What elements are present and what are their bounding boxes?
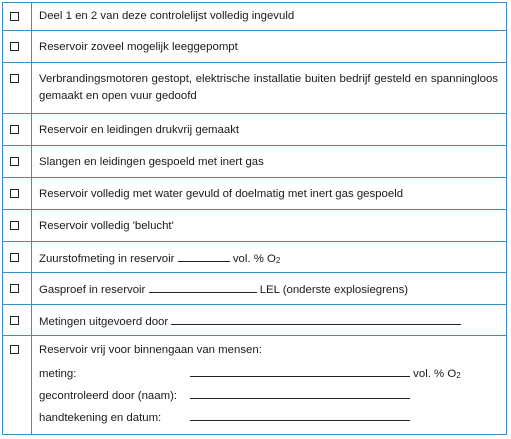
lel-value-field[interactable]: [149, 281, 257, 293]
checklist-row: [3, 273, 506, 305]
item-label: Deel 1 en 2 van deze controlelijst volledig ingevuld: [39, 10, 295, 22]
item-label: Gasproef in reservoir: [39, 284, 146, 296]
item-label: Reservoir vrij voor binnengaan van mensen:: [39, 344, 262, 356]
checklist-row: [3, 210, 506, 242]
checked-by-field[interactable]: [190, 387, 410, 399]
checklist-row: [3, 336, 506, 434]
unit-label: vol. % O: [232, 253, 276, 265]
checklist-row: [3, 242, 506, 273]
checkbox[interactable]: [10, 221, 19, 230]
item-label: Reservoir zoveel mogelijk leeggepompt: [39, 41, 238, 53]
oxygen-measurement-row: [39, 250, 498, 269]
checkbox[interactable]: [10, 42, 19, 51]
item-label: Slangen en leidingen gespoeld met inert gas: [39, 156, 264, 168]
checkbox[interactable]: [10, 12, 19, 21]
checkbox[interactable]: [10, 125, 19, 134]
checklist-row: [3, 63, 506, 114]
item-label: Reservoir volledig met water gevuld of doelmatig met inert gas gespoeld: [39, 188, 404, 200]
checklist-row: [3, 305, 506, 336]
checklist-row: [3, 178, 506, 210]
gas-test-row: [39, 281, 498, 299]
unit-label: vol. % O: [413, 368, 457, 380]
checkbox[interactable]: [10, 345, 19, 354]
checklist-row: [3, 3, 506, 31]
oxygen-value-field[interactable]: [178, 250, 230, 262]
field-label: meting:: [39, 368, 77, 380]
item-label: Metingen uitgevoerd door: [39, 316, 169, 328]
checkbox[interactable]: [10, 316, 19, 325]
unit-subscript: 2: [456, 371, 461, 380]
unit-label: LEL (onderste explosiegrens): [259, 284, 409, 296]
unit-subscript: 2: [275, 256, 281, 265]
checkbox[interactable]: [10, 157, 19, 166]
signature-date-field[interactable]: [190, 409, 410, 421]
checked-by-field-row: [39, 387, 410, 403]
signature-field-row: [39, 409, 410, 425]
checklist-table: [2, 2, 507, 435]
checkbox[interactable]: [10, 284, 19, 293]
item-label: Zuurstofmeting in reservoir: [39, 253, 175, 265]
measured-by-field[interactable]: [171, 313, 461, 325]
checklist-row: [3, 31, 506, 63]
field-label: handtekening en datum:: [39, 412, 162, 424]
checkbox[interactable]: [10, 253, 19, 262]
checkbox[interactable]: [10, 74, 19, 83]
item-label: Reservoir volledig 'belucht': [39, 220, 174, 232]
checklist-row: [3, 114, 506, 146]
checklist-row: [3, 146, 506, 178]
checkbox[interactable]: [10, 189, 19, 198]
measured-by-row: [39, 313, 498, 331]
item-label: Reservoir en leidingen drukvrij gemaakt: [39, 124, 240, 136]
measurement-field-row: [39, 365, 461, 383]
measurement-field[interactable]: [190, 365, 410, 377]
field-label: gecontroleerd door (naam):: [39, 390, 178, 402]
item-label: Verbrandingsmotoren gestopt, elektrische installatie buiten bedrijf gesteld en spanningloos gemaakt en open vuur gedoofd: [39, 73, 498, 102]
